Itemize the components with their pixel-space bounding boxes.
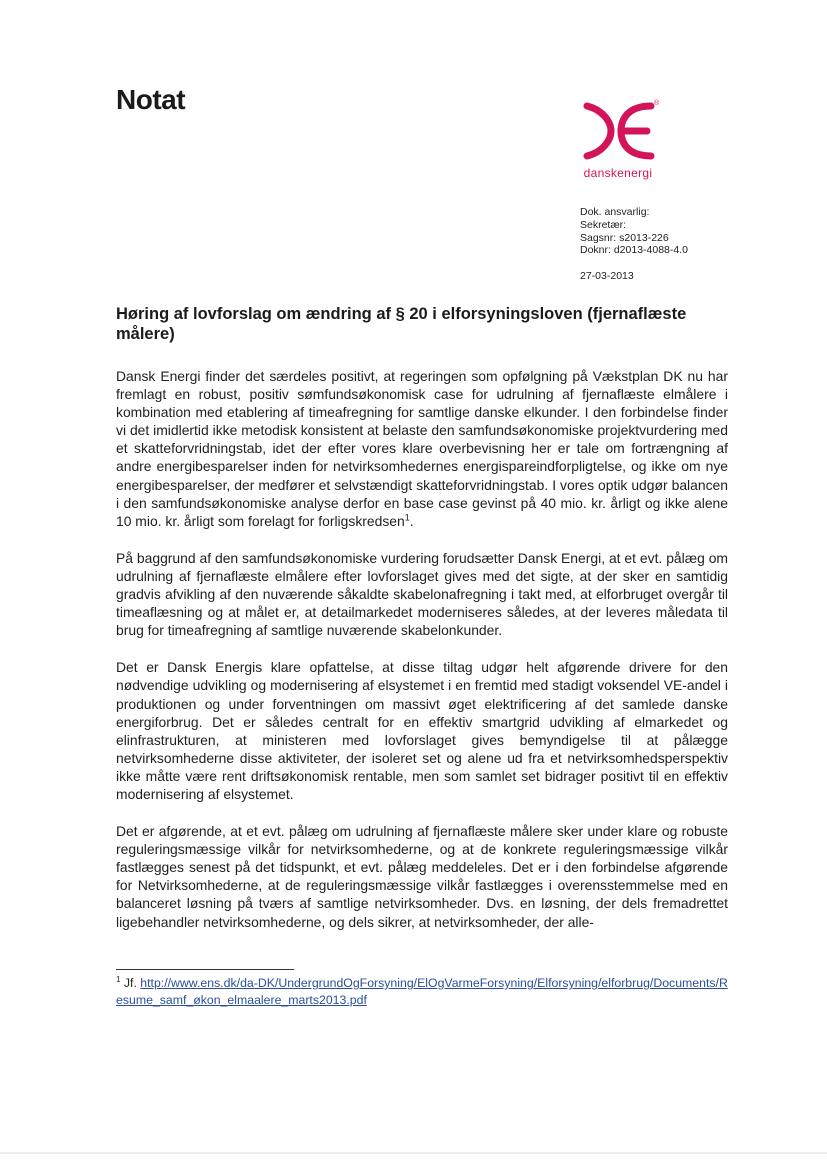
meta-document-number: Doknr: d2013-4088-4.0 [580, 244, 688, 257]
meta-case-number: Sagsnr: s2013-226 [580, 231, 669, 244]
paragraph-3: Det er Dansk Energis klare opfattelse, at disse tiltag udgør helt afgørende drivere for den nødvendige udvikling og modernisering af elsystemet i en fremtid med stadigt voksendel VE-andel i produktionen og under forventningen om massivt øget elektrificering af det samlede danske energiforbrug. Det er således centralt for en effektiv smartgrid udvikling af elmarkedet og elinfrastrukturen, at ministeren med lovforslaget gives bemyndigelse til at pålægge netvirksomhederne disse aktiviteter, der isoleret set og alene ud fra et netvirksomhedsperspektiv ikke måtte være rent driftsøkonomisk rentable, men som samlet set bidrager positivt til en effektiv modernisering af elsystemet. [116, 659, 728, 802]
footnote-number: 1 [116, 974, 121, 984]
footnote [116, 975, 728, 1009]
document-body [116, 367, 728, 950]
document-title: Høring af lovforslag om ændring af § 20 i elforsyningsloven (fjernaflæste målere) [116, 305, 687, 343]
footnote-divider [116, 969, 294, 970]
meta-secretary: Sekretær: [580, 218, 627, 231]
footnote-prefix: Jf. [123, 976, 141, 990]
footnote-link[interactable]: http://www.ens.dk/da-DK/UndergrundOgForsyning/ElOgVarmeForsyning/Elforsyning/elforbrug/Documents/Resume_samf_økon_elmaalere_marts2013.pdf [116, 976, 728, 1007]
paragraph-1-text: Dansk Energi finder det særdeles positivt, at regeringen som opfølgning på Vækstplan DK nu har fremlagt en robust, positiv sømfundsøkonomisk case for udrulning af fjernaflæste elmålere i kombination med etablering af timeafregning for samtlige danske elkunder. I den forbindelse finder vi det imidlertid ikke metodisk konsistent at belaste den samfundsøkonomiske projektvurdering med et skatteforvridningstab, idet der efter vores klare overbevisning her er tale om fortrængning af andre energibesparelser inden for netvirksomhedernes energispareindforpligtelse, og ikke om nye energibesparelser, der medfører et selvstændigt skatteforvridningstab. I vores optik udgør balancen i den samfundsøkonomiske analyse derfor en base case gevinst på 40 mio. kr. årligt og ikke alene 10 mio. kr. årligt som forelagt for forligskredsen [116, 368, 728, 529]
page-bottom-edge [0, 1152, 827, 1154]
registered-mark: ® [654, 100, 660, 107]
paragraph-2: På baggrund af den samfundsøkonomiske vurdering forudsætter Dansk Energi, at et evt. pålæg om udrulning af fjernaflæste elmålere efter lovforslaget gives med det sigte, at der sker en samtidig gradvis afvikling af den nuværende såkaldte skabelonafregning i takt med, at elforbruget overgår til timeaflæsning og at målet er, at detailmarkedet moderniseres således, at der leveres måledata til brug for timeafregning af samtlige nuværende skabelonkunder. [116, 549, 728, 639]
paragraph-1 [116, 367, 728, 530]
dansk-energi-logo [578, 100, 668, 185]
footnote-reference[interactable]: 1 [404, 512, 410, 523]
page-heading: Notat [116, 84, 186, 115]
meta-responsible: Dok. ansvarlig: [580, 206, 650, 218]
paragraph-1-end: . [409, 512, 414, 529]
document-meta [580, 206, 688, 257]
logo-wordmark: danskenergi [583, 166, 653, 180]
paragraph-4: Det er afgørende, at et evt. pålæg om udrulning af fjernaflæste målere sker under klare og robuste reguleringsmæssige vilkår for netvirksomhederne, og at de konkrete reguleringsmæssige vilkår fastlægges senest på det tidspunkt, et evt. pålæg meddeleles. Det er i den forbindelse afgørende for Netvirksomhederne, at de reguleringsmæssige vilkår fastlægges i overensstemmelse med en balanceret løsning på tværs af samtlige netvirksomheder. Dvs. en løsning, der dels fremadrettet ligebehandler netvirksomhederne, og dels sikrer, at netvirksomheder, der alle- [116, 823, 728, 930]
document-date: 27-03-2013 [580, 270, 634, 282]
dansk-energi-logo-mark-icon [581, 100, 659, 162]
